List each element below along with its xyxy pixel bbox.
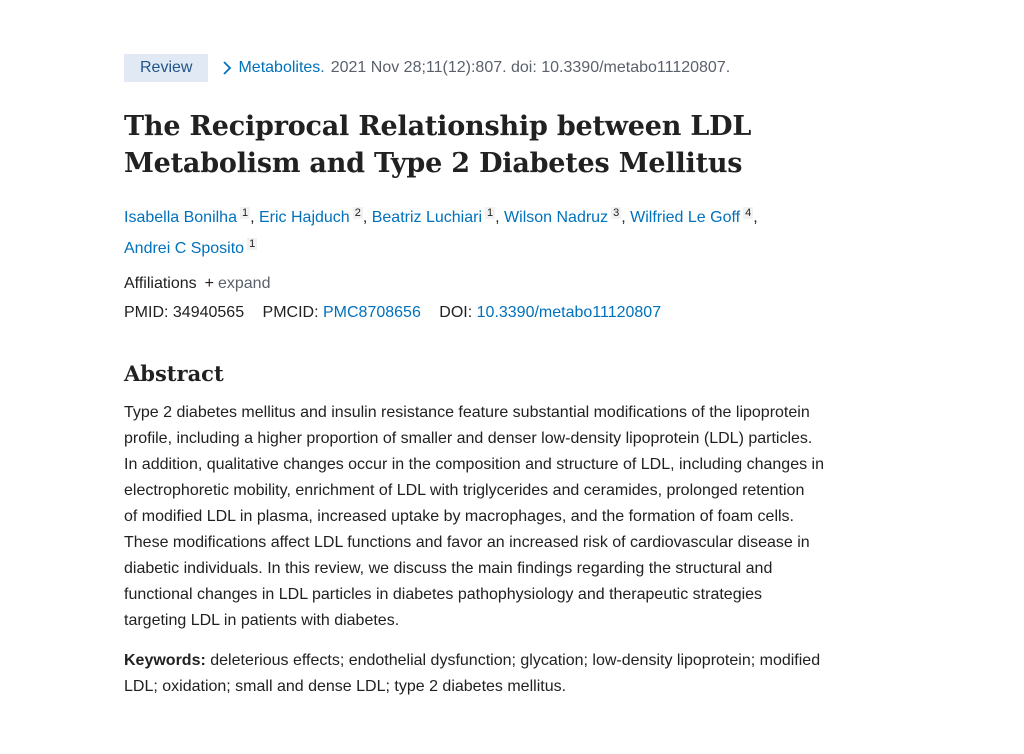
affiliation-ref[interactable]: 1	[241, 207, 249, 219]
plus-icon[interactable]: +	[204, 275, 214, 292]
pmid-label: PMID:	[124, 304, 169, 321]
author-item	[259, 209, 372, 226]
abstract-line: profile, including a higher proportion of smaller and denser low-density lipoprotein (LDL) particles.	[124, 430, 813, 447]
pmid-value: 34940565	[172, 304, 245, 321]
abstract-line: diabetic individuals. In this review, we discuss the main findings regarding the structural and	[124, 560, 773, 577]
affiliation-ref[interactable]: 1	[487, 207, 494, 219]
article-type-badge: Review	[124, 54, 208, 82]
abstract-heading: Abstract	[124, 361, 224, 386]
separator: ,	[621, 209, 626, 226]
title-line: Metabolism and Type 2 Diabetes Mellitus	[124, 148, 743, 179]
abstract-text	[124, 400, 914, 634]
doi-label: DOI:	[439, 304, 473, 321]
author-item	[504, 209, 630, 226]
abstract-line: These modifications affect LDL functions and favor an increased risk of cardiovascular disease in	[124, 534, 810, 551]
separator: ,	[753, 209, 758, 226]
affiliation-ref[interactable]: 2	[354, 207, 361, 219]
article-page	[124, 54, 914, 700]
abstract-line: functional changes in LDL particles in diabetes pathophysiology and therapeutic strategies	[124, 586, 763, 603]
abstract-line: targeting LDL in patients with diabetes.	[124, 612, 400, 629]
abstract-line: In addition, qualitative changes occur in the composition and structure of LDL, including changes in	[124, 456, 824, 473]
citation-line	[124, 54, 914, 82]
author-item	[124, 209, 259, 226]
separator: ,	[362, 209, 368, 226]
journal-link[interactable]: Metabolites.	[238, 59, 325, 76]
abstract-line: Type 2 diabetes mellitus and insulin resistance feature substantial modifications of the lipoprotein	[124, 404, 810, 421]
citation-details: 2021 Nov 28;11(12):807. doi: 10.3390/metabo11120807.	[330, 59, 731, 76]
affiliation-ref[interactable]: 4	[745, 207, 752, 219]
author-link[interactable]: Andrei C Sposito	[124, 240, 245, 257]
author-link[interactable]: Wilfried Le Goff	[630, 209, 741, 226]
abstract-line: electrophoretic mobility, enrichment of LDL with triglycerides and ceramides, prolonged retention	[124, 482, 805, 499]
separator: ,	[495, 209, 500, 226]
pmcid-label: PMCID:	[262, 304, 319, 321]
title-line: The Reciprocal Relationship between LDL	[124, 111, 752, 142]
affiliation-ref[interactable]: 1	[249, 238, 256, 250]
abstract-line: of modified LDL in plasma, increased uptake by macrophages, and the formation of foam cells.	[124, 508, 794, 525]
chevron-right-icon[interactable]	[222, 61, 232, 75]
author-link[interactable]: Isabella Bonilha	[124, 209, 237, 226]
separator: ,	[250, 209, 255, 226]
author-link[interactable]: Wilson Nadruz	[504, 209, 609, 226]
author-item	[372, 209, 504, 226]
keywords	[124, 648, 914, 700]
identifiers	[124, 301, 914, 325]
article-title	[124, 108, 914, 182]
affiliations-toggle[interactable]	[124, 272, 914, 296]
affiliations-label: Affiliations	[124, 275, 197, 292]
pmcid-link[interactable]: PMC8708656	[323, 304, 421, 321]
keywords-line: LDL; oxidation; small and dense LDL; type 2 diabetes mellitus.	[124, 678, 567, 695]
expand-link[interactable]: expand	[217, 275, 271, 292]
author-link[interactable]: Beatriz Luchiari	[371, 209, 483, 226]
affiliation-ref[interactable]: 3	[613, 207, 620, 219]
author-link[interactable]: Eric Hajduch	[259, 209, 350, 226]
keywords-line: deleterious effects; endothelial dysfunction; glycation; low-density lipoprotein; modified	[210, 652, 821, 669]
keywords-label: Keywords:	[124, 652, 206, 669]
doi-link[interactable]: 10.3390/metabo11120807	[476, 304, 662, 321]
author-item	[124, 240, 257, 257]
author-list	[124, 200, 914, 262]
author-item	[630, 209, 758, 226]
